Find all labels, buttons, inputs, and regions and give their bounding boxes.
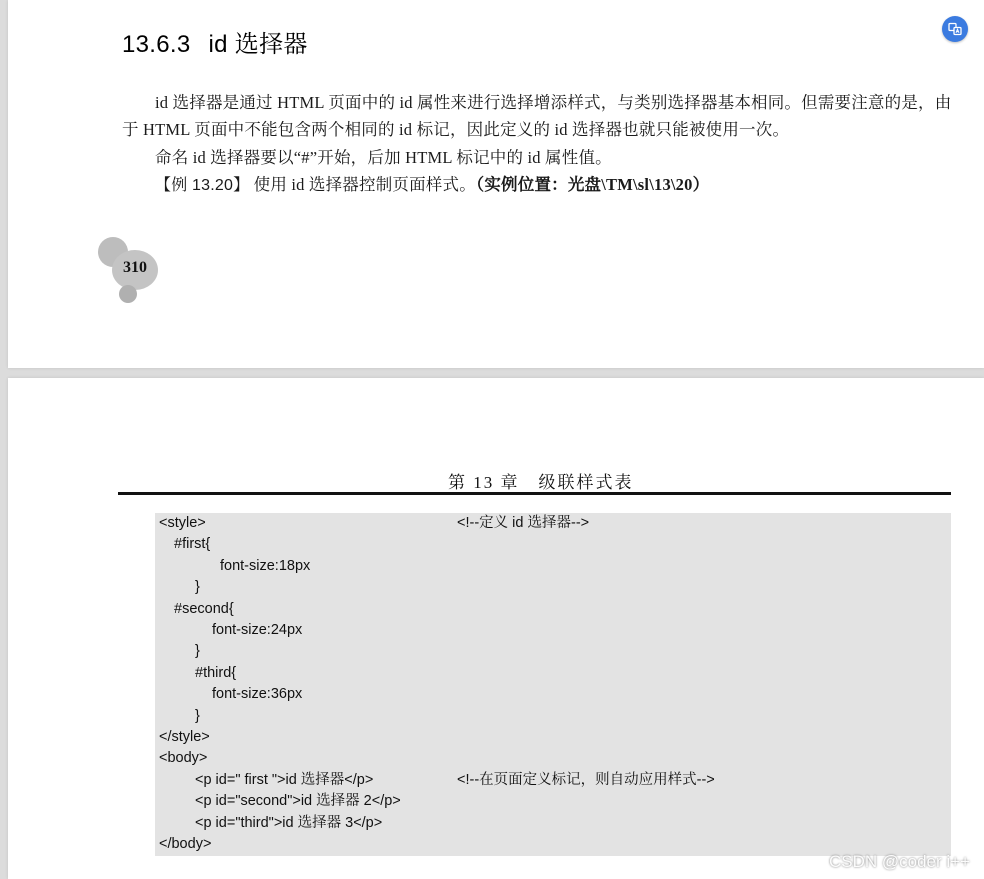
section-title (122, 24, 308, 59)
section-heading: id 选择器 (208, 31, 308, 58)
code-line: <p id=" first ">id 选择器</p> (195, 771, 374, 788)
code-line: #first{ (174, 536, 211, 553)
code-line: #third{ (195, 664, 237, 681)
code-line: font-size:18px (220, 557, 311, 574)
code-block (155, 513, 951, 856)
section-number: 13.6.3 (122, 31, 191, 58)
page-number-decoration-circle (119, 285, 137, 303)
translate-button[interactable] (942, 16, 968, 42)
code-line: } (195, 643, 200, 660)
header-rule (118, 492, 951, 495)
example-label: 【例 13.20】 (155, 177, 250, 194)
page-number: 310 (123, 259, 147, 276)
code-line: font-size:36px (212, 686, 303, 703)
watermark: CSDN @coder i++ (828, 852, 970, 871)
code-line: font-size:24px (212, 622, 303, 638)
example-location: （实例位置：光盘\TM\sl\13\20） (475, 175, 710, 194)
code-line: </style> (159, 729, 210, 745)
code-line: <p id="third">id 选择器 3</p> (195, 814, 383, 831)
example-line (155, 171, 955, 199)
document-page-bottom (8, 378, 984, 879)
code-line: #second{ (174, 600, 234, 617)
code-line: </body> (159, 836, 212, 852)
code-line: } (195, 579, 200, 596)
translate-icon (948, 22, 962, 36)
chapter-header: 第 13 章 级联样式表 (448, 473, 634, 492)
code-comment: <!--在页面定义标记，则自动应用样式--> (457, 771, 715, 788)
code-line: <style> (159, 515, 206, 531)
paragraph-2: 命名 id 选择器要以“#”开始，后加 HTML 标记中的 id 属性值。 (155, 148, 612, 167)
document-page-top (8, 0, 984, 368)
code-line: } (195, 707, 200, 724)
code-line: <p id="second">id 选择器 2</p> (195, 793, 401, 810)
paragraph-1: id 选择器是通过 HTML 页面中的 id 属性来进行选择增添样式，与类别选择器基本相同。但需要注意的是，由于 HTML 页面中不能包含两个相同的 id 标记，因此定义的 id 选择器也就只能被使用一次。 (122, 93, 952, 139)
code-comment: <!--定义 id 选择器--> (457, 515, 590, 531)
example-text: 使用 id 选择器控制页面样式。 (249, 175, 476, 194)
code-line: <body> (159, 750, 208, 767)
